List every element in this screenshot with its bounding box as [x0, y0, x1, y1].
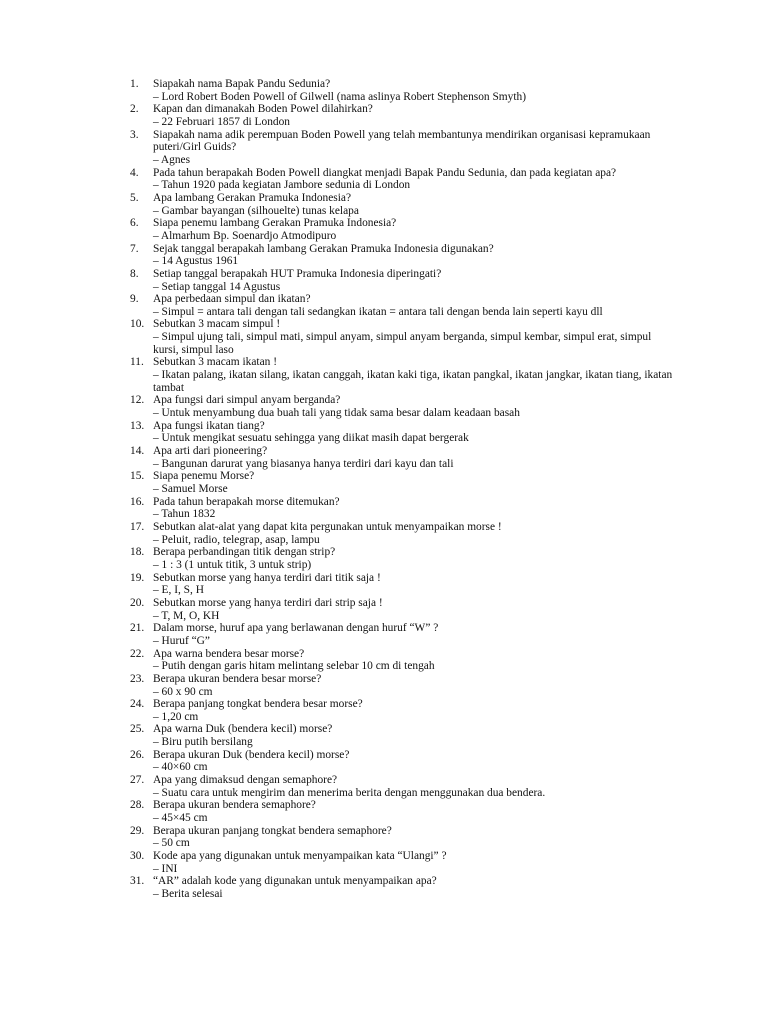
- item-number: 12.: [130, 394, 145, 407]
- answer-text: – Putih dengan garis hitam melintang selebar 10 cm di tengah: [153, 660, 435, 673]
- question-text: Pada tahun berapakah Boden Powell diangkat menjadi Bapak Pandu Sedunia, dan pada kegiatan apa?: [153, 166, 617, 179]
- item-number: 21.: [130, 622, 145, 635]
- question-text: Berapa ukuran panjang tongkat bendera semaphore?: [153, 824, 392, 837]
- answer-text: – Simpul = antara tali dengan tali sedangkan ikatan = antara tali dengan benda lain seperti kayu dll: [153, 305, 603, 318]
- question-text: Dalam morse, huruf apa yang berlawanan dengan huruf “W” ?: [153, 622, 439, 635]
- question-text: Siapakah nama Bapak Pandu Sedunia?: [153, 78, 331, 90]
- list-item: [0, 698, 768, 723]
- item-number: 17.: [130, 520, 145, 533]
- item-number: 3.: [130, 128, 139, 141]
- qa-list: [0, 78, 768, 901]
- list-item: [0, 749, 768, 774]
- list-item: [0, 673, 768, 698]
- answer-text: – T, M, O, KH: [153, 609, 220, 622]
- answer-text: – Bangunan darurat yang biasanya hanya terdiri dari kayu dan tali: [153, 457, 454, 470]
- list-item: [0, 825, 768, 850]
- item-number: 6.: [130, 217, 139, 230]
- item-number: 1.: [130, 78, 139, 90]
- list-item: [0, 243, 768, 268]
- question-text: Sebutkan alat-alat yang dapat kita pergunakan untuk menyampaikan morse !: [153, 520, 502, 533]
- question-text: Berapa ukuran bendera semaphore?: [153, 799, 316, 812]
- item-number: 14.: [130, 445, 145, 458]
- item-number: 20.: [130, 596, 145, 609]
- item-number: 5.: [130, 191, 139, 204]
- list-item: [0, 648, 768, 673]
- answer-text: – Agnes: [153, 153, 191, 166]
- list-item: [0, 850, 768, 875]
- item-number: 31.: [130, 875, 145, 888]
- list-item: [0, 268, 768, 293]
- item-number: 29.: [130, 824, 145, 837]
- answer-text: – Gambar bayangan (silhouelte) tunas kelapa: [153, 204, 359, 217]
- question-text: Pada tahun berapakah morse ditemukan?: [153, 495, 340, 508]
- item-number: 22.: [130, 647, 145, 660]
- list-item: [0, 572, 768, 597]
- answer-text: – Simpul ujung tali, simpul mati, simpul anyam, simpul anyam berganda, simpul kembar, simpul erat, simpul kursi, simpul laso: [153, 331, 652, 356]
- question-text: Apa lambang Gerakan Pramuka Indonesia?: [153, 191, 351, 204]
- item-number: 16.: [130, 495, 145, 508]
- list-item: [0, 470, 768, 495]
- answer-text: – 60 x 90 cm: [153, 685, 213, 698]
- answer-text: – 50 cm: [153, 837, 190, 850]
- answer-text: – Untuk mengikat sesuatu sehingga yang diikat masih dapat bergerak: [153, 432, 469, 445]
- list-item: [0, 546, 768, 571]
- item-number: 2.: [130, 103, 139, 116]
- item-number: 26.: [130, 748, 145, 761]
- question-text: Setiap tanggal berapakah HUT Pramuka Indonesia diperingati?: [153, 267, 442, 280]
- list-item: [0, 394, 768, 419]
- answer-text: – Almarhum Bp. Soenardjo Atmodipuro: [153, 229, 337, 242]
- list-item: [0, 774, 768, 799]
- list-item: [0, 318, 768, 356]
- item-number: 25.: [130, 723, 145, 736]
- answer-text: – 22 Februari 1857 di London: [153, 115, 290, 128]
- question-text: Apa warna Duk (bendera kecil) morse?: [153, 723, 333, 736]
- answer-text: – Huruf “G”: [153, 634, 210, 647]
- question-text: Siapakah nama adik perempuan Boden Powell yang telah membantunya mendirikan organisasi kepramukaan puteri/Girl Guids?: [153, 128, 651, 154]
- question-text: Apa arti dari pioneering?: [153, 445, 268, 458]
- item-number: 19.: [130, 571, 145, 584]
- list-item: [0, 597, 768, 622]
- answer-text: – 40×60 cm: [153, 761, 208, 774]
- item-number: 18.: [130, 546, 145, 559]
- question-text: Berapa perbandingan titik dengan strip?: [153, 546, 336, 559]
- list-item: [0, 356, 768, 394]
- item-number: 11.: [130, 356, 144, 369]
- list-item: [0, 192, 768, 217]
- question-text: Sebutkan 3 macam simpul !: [153, 318, 281, 331]
- question-text: Apa warna bendera besar morse?: [153, 647, 305, 660]
- question-text: Apa fungsi ikatan tiang?: [153, 419, 265, 432]
- answer-text: – Setiap tanggal 14 Agustus: [153, 280, 281, 293]
- answer-text: – Ikatan palang, ikatan silang, ikatan canggah, ikatan kaki tiga, ikatan pangkal, ikatan jangkar, ikatan tiang, ikatan tambat: [153, 369, 673, 394]
- question-text: Berapa ukuran Duk (bendera kecil) morse?: [153, 748, 350, 761]
- answer-text: – Biru putih bersilang: [153, 736, 253, 749]
- answer-text: – Berita selesai: [153, 888, 223, 900]
- question-text: Kapan dan dimanakah Boden Powel dilahirkan?: [153, 103, 373, 116]
- question-text: Berapa panjang tongkat bendera besar morse?: [153, 698, 363, 711]
- answer-text: – 45×45 cm: [153, 812, 208, 825]
- answer-text: – 14 Agustus 1961: [153, 255, 239, 268]
- answer-text: – INI: [153, 862, 178, 875]
- answer-text: – Peluit, radio, telegrap, asap, lampu: [153, 533, 320, 546]
- item-number: 28.: [130, 799, 145, 812]
- list-item: [0, 875, 768, 900]
- answer-text: – Suatu cara untuk mengirim dan menerima berita dengan menggunakan dua bendera.: [153, 786, 546, 799]
- question-text: Apa perbedaan simpul dan ikatan?: [153, 293, 311, 306]
- answer-text: – Samuel Morse: [153, 483, 228, 495]
- item-number: 10.: [130, 318, 145, 331]
- answer-text: – Tahun 1832: [153, 508, 216, 521]
- question-text: Sejak tanggal berapakah lambang Gerakan Pramuka Indonesia digunakan?: [153, 242, 494, 255]
- answer-text: – Untuk menyambung dua buah tali yang tidak sama besar dalam keadaan basah: [153, 407, 520, 420]
- question-text: “AR” adalah kode yang digunakan untuk menyampaikan apa?: [153, 875, 437, 888]
- question-text: Berapa ukuran bendera besar morse?: [153, 672, 322, 685]
- list-item: [0, 420, 768, 445]
- list-item: [0, 78, 768, 103]
- question-text: Apa yang dimaksud dengan semaphore?: [153, 774, 338, 787]
- item-number: 23.: [130, 672, 145, 685]
- question-text: Apa fungsi dari simpul anyam berganda?: [153, 394, 341, 407]
- list-item: [0, 622, 768, 647]
- answer-text: – Lord Robert Boden Powell of Gilwell (nama aslinya Robert Stephenson Smyth): [153, 90, 526, 103]
- list-item: [0, 799, 768, 824]
- item-number: 9.: [130, 293, 139, 306]
- item-number: 7.: [130, 242, 139, 255]
- list-item: [0, 103, 768, 128]
- question-text: Siapa penemu Morse?: [153, 470, 255, 483]
- question-text: Siapa penemu lambang Gerakan Pramuka Indonesia?: [153, 217, 397, 230]
- list-item: [0, 496, 768, 521]
- item-number: 8.: [130, 267, 139, 280]
- question-text: Sebutkan morse yang hanya terdiri dari strip saja !: [153, 596, 383, 609]
- answer-text: – E, I, S, H: [153, 584, 204, 597]
- answer-text: – 1 : 3 (1 untuk titik, 3 untuk strip): [153, 558, 312, 571]
- item-number: 27.: [130, 774, 145, 787]
- question-text: Kode apa yang digunakan untuk menyampaikan kata “Ulangi” ?: [153, 850, 447, 863]
- list-item: [0, 445, 768, 470]
- question-text: Sebutkan 3 macam ikatan !: [153, 356, 277, 369]
- item-number: 24.: [130, 698, 145, 711]
- list-item: [0, 217, 768, 242]
- list-item: [0, 167, 768, 192]
- item-number: 13.: [130, 419, 145, 432]
- item-number: 15.: [130, 470, 145, 483]
- question-text: Sebutkan morse yang hanya terdiri dari titik saja !: [153, 571, 381, 584]
- answer-text: – 1,20 cm: [153, 710, 199, 723]
- item-number: 30.: [130, 850, 145, 863]
- list-item: [0, 723, 768, 748]
- list-item: [0, 129, 768, 167]
- list-item: [0, 293, 768, 318]
- answer-text: – Tahun 1920 pada kegiatan Jambore sedunia di London: [153, 179, 411, 192]
- list-item: [0, 521, 768, 546]
- item-number: 4.: [130, 166, 139, 179]
